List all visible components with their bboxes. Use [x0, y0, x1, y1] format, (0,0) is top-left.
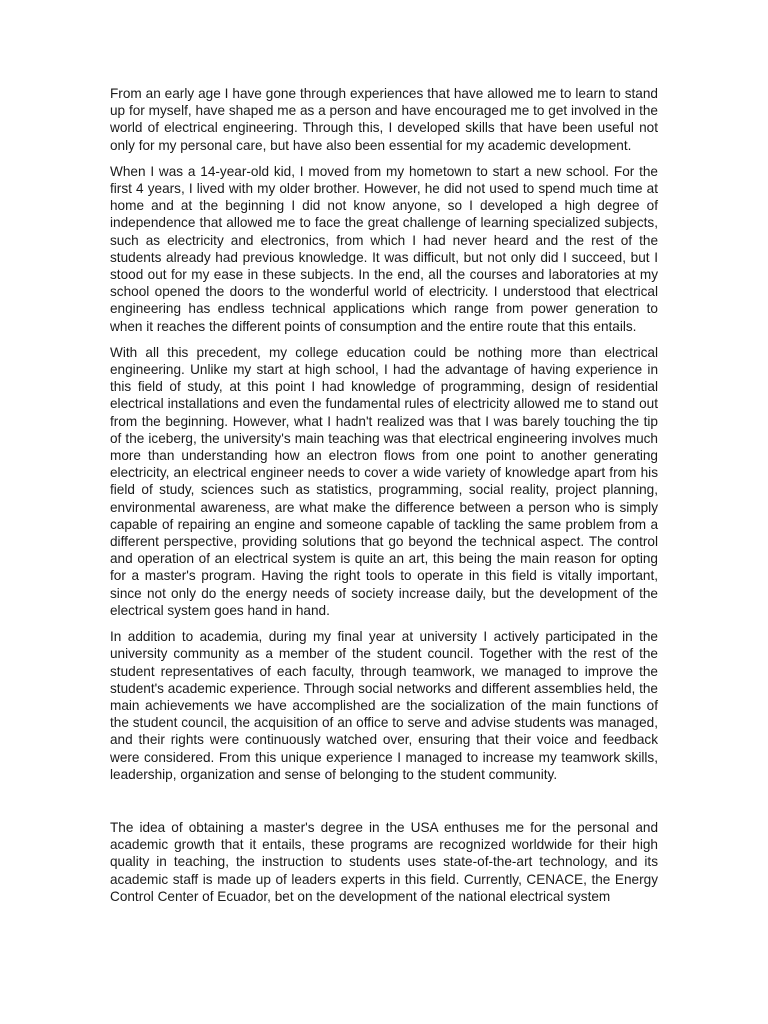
paragraph-masters: The idea of obtaining a master's degree in the USA enthuses me for the personal and academic growth that it entails, these programs are recognized worldwide for their high quality in teaching, the instruction to students uses state-of-the-art technology, and its academic staff is made up of leaders experts in this field. Currently, CENACE, the Energy Control Center of Ecuador, bet on the development of the national electrical system	[110, 819, 658, 904]
paragraph-intro: From an early age I have gone through experiences that have allowed me to learn to stand up for myself, have shaped me as a person and have encouraged me to get involved in the world of electrical engineering. Through this, I developed skills that have been useful not only for my personal care, but have also been essential for my academic development.	[110, 86, 658, 153]
paragraph-college: With all this precedent, my college education could be nothing more than electrical engineering. Unlike my start at high school, I had the advantage of having experience in this field of study, at this point I had knowledge of programming, design of residential electrical installations and even the fundamental rules of electricity allowed me to stand out from the beginning. However, what I hadn't realized was that I was barely touching the tip of the iceberg, the university's main teaching was that electrical engineering involves much more than understanding how an electron flows from one point to another generating electricity, an electrical engineer needs to cover a wide variety of knowledge apart from his field of study, sciences such as statistics, programming, social reality, project planning, environmental awareness, are what make the difference between a person who is simply capable of repairing an engine and someone capable of tackling the same problem from a different perspective, providing solutions that go beyond the technical aspect. The control and operation of an electrical system is quite an art, this being the main reason for opting for a master's program. Having the right tools to operate in this field is vitally important, since not only do the energy needs of society increase daily, but the development of the electrical system goes hand in hand.	[110, 344, 658, 618]
paragraph-school: When I was a 14-year-old kid, I moved from my hometown to start a new school. For the first 4 years, I lived with my older brother. However, he did not used to spend much time at home and at the beginning I did not know anyone, so I developed a high degree of independence that allowed me to face the great challenge of learning specialized subjects, such as electricity and electronics, from which I had never heard and the rest of the students already had previous knowledge. It was difficult, but not only did I succeed, but I stood out for my ease in these subjects. In the end, all the courses and laboratories at my school opened the doors to the wonderful world of electricity. I understood that electrical engineering has endless technical applications which range from power generation to when it reaches the different points of consumption and the entire route that this entails.	[110, 163, 658, 334]
paragraph-student-council: In addition to academia, during my final year at university I actively participated in the university community as a member of the student council. Together with the rest of the student representatives of each faculty, through teamwork, we managed to improve the student's academic experience. Through social networks and different assemblies held, the main achievements we have accomplished are the socialization of the main functions of the student council, the acquisition of an office to serve and advise students was managed, and their rights were continuously watched over, ensuring that their voice and feedback were considered. From this unique experience I managed to increase my teamwork skills, leadership, organization and sense of belonging to the student community.	[110, 629, 658, 782]
document-page	[110, 85, 658, 914]
